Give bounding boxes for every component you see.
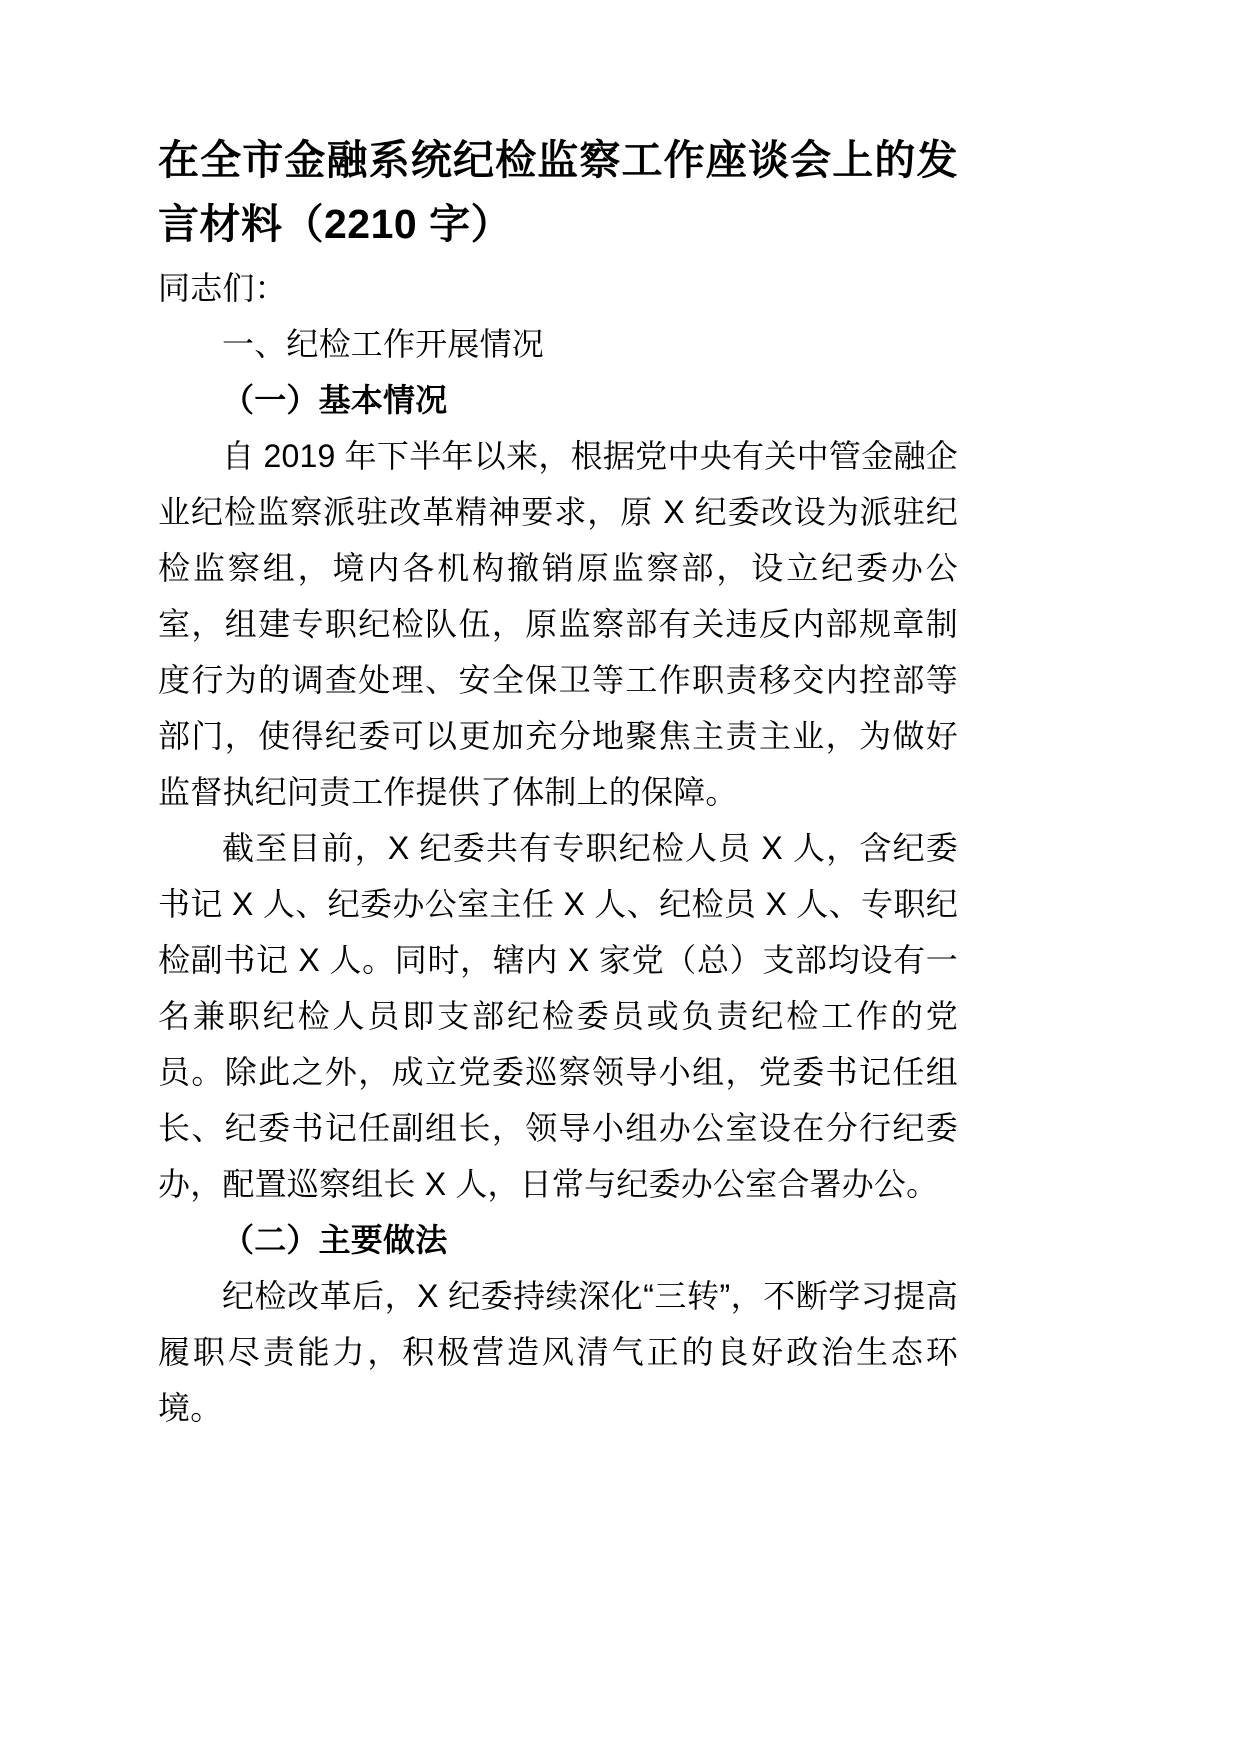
paragraph: 截至目前，X 纪委共有专职纪检人员 X 人，含纪委书记 X 人、纪委办公室主任 X 人、纪检员 X 人、专职纪检副书记 X 人。同时，辖内 X 家党（总）支部均设有一名兼职纪检人员即支部纪检委员或负责纪检工作的党员。除此之外，成立党委巡察领导小组，党委书记任组长、纪委书记任副组长，领导小组办公室设在分行纪委办，配置巡察组长 X 人，日常与纪委办公室合署办公。 bbox=[158, 830, 958, 1202]
paragraph: 自 2019 年下半年以来，根据党中央有关中管金融企业纪检监察派驻改革精神要求，原 X 纪委改设为派驻纪检监察组，境内各机构撤销原监察部，设立纪委办公室，组建专职纪检队伍，原监察部有关违反内部规章制度行为的调查处理、安全保卫等工作职责移交内控部等部门，使得纪委可以更加充分地聚焦主责主业，为做好监督执纪问责工作提供了体制上的保障。 bbox=[158, 438, 958, 810]
section-heading-1: 一、纪检工作开展情况 bbox=[222, 326, 545, 362]
subsection-heading-main-practices: （二）主要做法 bbox=[222, 1222, 448, 1258]
salutation: 同志们： bbox=[158, 270, 287, 306]
page-title-line-2-text: 发言材料（2210 字） bbox=[158, 137, 958, 247]
page-title-line-1-text: 在全市金融系统纪检监察工作座谈会上的 bbox=[158, 137, 917, 183]
subsection-heading-basic-situation: （一）基本情况 bbox=[222, 382, 448, 418]
paragraph: 纪检改革后，X 纪委持续深化“三转”，不断学习提高履职尽责能力，积极营造风清气正的良好政治生态环境。 bbox=[158, 1278, 958, 1426]
document-body bbox=[158, 128, 958, 1436]
page-title bbox=[158, 128, 958, 256]
